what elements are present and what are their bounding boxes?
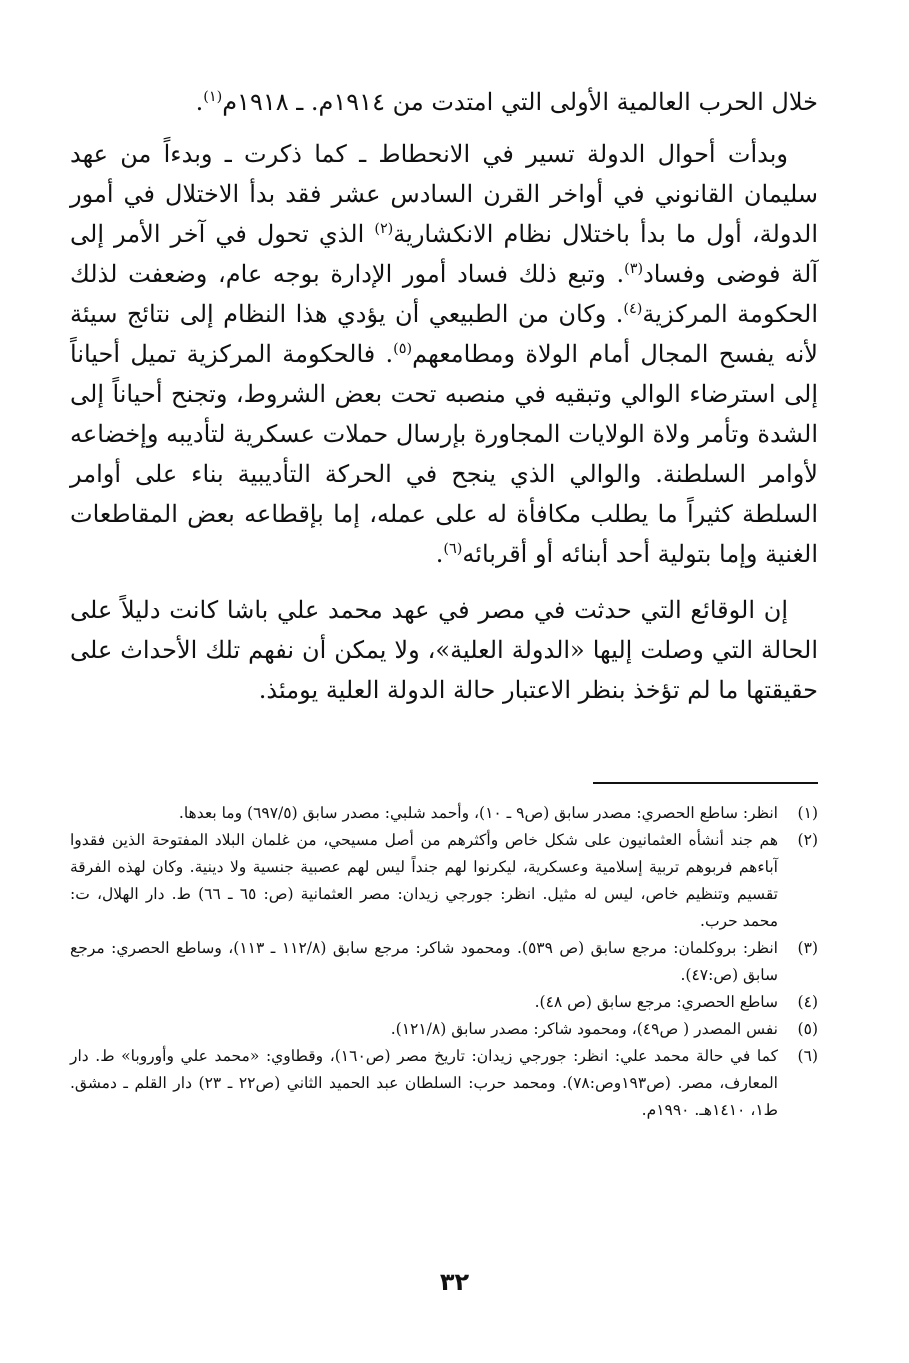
footnote-number: (٥) — [797, 1020, 818, 1038]
footnote-number: (٣) — [797, 939, 818, 957]
footnote-reference: (١) — [203, 89, 223, 105]
footnote-number: (١) — [797, 804, 818, 822]
footnote-reference: (٥) — [393, 341, 413, 357]
footnote-text: انظر: بروكلمان: مرجع سابق (ص ٥٣٩). ومحمود شاكر: مرجع سابق (١١٢/٨ ـ ١١٣)، وساطع الحصري: مرجع سابق (ص:٤٧). — [70, 939, 778, 984]
footnote — [70, 1016, 818, 1043]
footnote-text: انظر: ساطع الحصري: مصدر سابق (ص٩ ـ ١٠)، وأحمد شلبي: مصدر سابق (٦٩٧/٥) وما بعدها. — [178, 804, 778, 822]
footnote — [70, 827, 818, 935]
footnote-separator-line — [593, 782, 818, 784]
paragraph-text: . وتبع ذلك فساد أمور الإدارة بوجه عام، وضعفت لذلك الحكومة المركزية — [70, 260, 818, 328]
footnote-text: ساطع الحصري: مرجع سابق (ص ٤٨). — [534, 993, 778, 1011]
footnote-text: نفس المصدر ( ص٤٩)، ومحمود شاكر: مصدر سابق (١٢١/٨). — [390, 1020, 778, 1038]
footnotes-section — [70, 800, 818, 1124]
footnote — [70, 989, 818, 1016]
footnote-number: (٢) — [797, 831, 818, 849]
footnote-reference: (٢) — [374, 221, 394, 237]
paragraph-text: خلال الحرب العالمية الأولى التي امتدت من ١٩١٤م. ـ ١٩١٨م — [222, 88, 818, 116]
paragraph-text: . — [435, 540, 444, 568]
footnote-number: (٤) — [797, 993, 818, 1011]
paragraph-2 — [70, 134, 818, 574]
footnote-reference: (٣) — [624, 261, 644, 277]
paragraph-text: الذي تحول في آخر الأمر إلى آلة فوضى وفساد — [70, 220, 818, 288]
footnote-reference: (٤) — [623, 301, 643, 317]
footnote-reference: (٦) — [443, 541, 463, 557]
footnote — [70, 935, 818, 989]
footnote — [70, 1043, 818, 1124]
footnote-text: كما في حالة محمد علي: انظر: جورجي زيدان: تاريخ مصر (ص١٦٠)، وقطاوي: «محمد علي وأوروبا» ط. دار المعارف، مصر. (ص١٩٣وص:٧٨). ومحمد حرب: السلطان عبد الحميد الثاني (ص٢٢ ـ ٢٣) دار القلم ـ دمشق. ط١، ١٤١٠هـ. ١٩٩٠م. — [70, 1047, 778, 1119]
footnote-text: هم جند أنشأه العثمانيون على شكل خاص وأكثرهم من أصل مسيحي، من غلمان البلاد المفتوحة الذين فقدوا آباءهم فربوهم تربية إسلامية وعسكرية، ليكرنوا لهم جنداً ليس لهم عصبية جنسية ولا دينية. وكان لهذه الفرقة تقسيم وتنظيم خاص، ليس له مثيل. انظر: جورجي زيدان: مصر العثمانية (ص: ٦٥ ـ ٦٦) ط. دار الهلال، ت: محمد حرب. — [70, 831, 778, 930]
paragraph-3 — [70, 590, 818, 710]
footnote — [70, 800, 818, 827]
paragraph-text: . — [195, 88, 204, 116]
paragraph-text: وبدأت أحوال الدولة تسير في الانحطاط ـ كما ذكرت ـ وبدءاً من عهد سليمان القانوني في أواخر القرن السادس عشر فقد بدأ الاختلال في أمور الدولة، أول ما بدأ باختلال نظام الانكشارية — [70, 140, 818, 248]
paragraph-text: . فالحكومة المركزية تميل أحياناً إلى استرضاء الوالي وتبقيه في منصبه تحت بعض الشروط، وتجنح أحياناً إلى الشدة وتأمر ولاة الولايات المجاورة بإرسال حملات عسكرية لتأديبه وإخضاعه لأوامر السلطنة. والوالي الذي ينجح في الحركة التأديبية بناء على أوامر السلطة كثيراً ما يطلب مكافأة له على عمله، إما بإقطاعه بعض المقاطعات الغنية وإما بتولية أحد أبنائه أو أقربائه — [70, 340, 818, 568]
book-page — [70, 82, 818, 1119]
paragraph-text: إن الوقائع التي حدثت في مصر في عهد محمد علي باشا كانت دليلاً على الحالة التي وصلت إليها «الدولة العلية»، ولا يمكن أن نفهم تلك الأحداث على حقيقتها ما لم تؤخذ بنظر الاعتبار حالة الدولة العلية يومئذ. — [70, 596, 818, 704]
paragraph-1 — [70, 82, 818, 122]
page-number: ٣٢ — [439, 1268, 470, 1296]
footnote-number: (٦) — [797, 1047, 818, 1065]
paragraph-text: . وكان من الطبيعي أن يؤدي هذا النظام إلى نتائج سيئة لأنه يفسح المجال أمام الولاة ومطامعهم — [70, 300, 818, 368]
